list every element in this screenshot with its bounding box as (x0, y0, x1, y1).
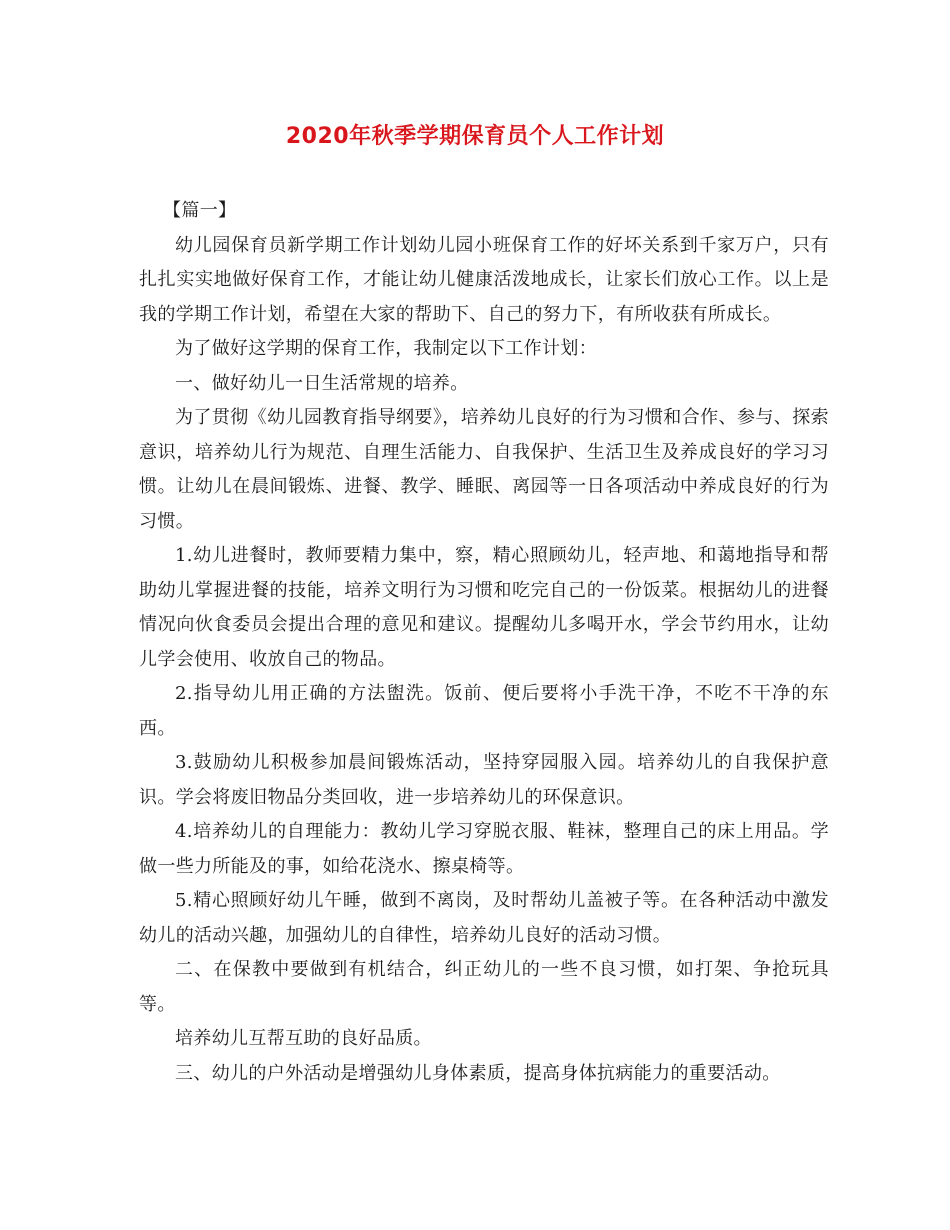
document-body (139, 194, 829, 1091)
paragraph: 1.幼儿进餐时，教师要精力集中，察，精心照顾幼儿，轻声地、和蔼地指导和帮助幼儿掌握进餐的技能，培养文明行为习惯和吃完自己的一份饭菜。根据幼儿的进餐情况向伙食委员会提出合理的意见和建议。提醒幼儿多喝开水，学会节约用水，让幼儿学会使用、收放自己的物品。 (139, 545, 829, 670)
paragraph: 培养幼儿互帮互助的良好品质。 (175, 1028, 432, 1049)
paragraph: 为了贯彻《幼儿园教育指导纲要》，培养幼儿良好的行为习惯和合作、参与、探索意识，培养幼儿行为规范、自理生活能力、自我保护、生活卫生及养成良好的学习习惯。让幼儿在晨间锻炼、进餐、教学、睡眠、离园等一日各项活动中养成良好的行为习惯。 (139, 407, 829, 532)
paragraph: 一、做好幼儿一日生活常规的培养。 (175, 372, 469, 394)
paragraph: 三、幼儿的户外活动是增强幼儿身体素质，提高身体抗病能力的重要活动。 (175, 1062, 781, 1084)
paragraph: 3.鼓励幼儿积极参加晨间锻炼活动，坚持穿园服入园。培养幼儿的自我保护意识。学会将废旧物品分类回收，进一步培养幼儿的环保意识。 (139, 752, 829, 808)
paragraph: 幼儿园保育员新学期工作计划幼儿园小班保育工作的好坏关系到千家万户，只有扎扎实实地做好保育工作，才能让幼儿健康活泼地成长，让家长们放心工作。以上是我的学期工作计划，希望在大家的帮助下、自己的努力下，有所收获有所成长。 (139, 234, 829, 325)
document-title: 2020年秋季学期保育员个人工作计划 (285, 124, 665, 149)
paragraph: 4.培养幼儿的自理能力：教幼儿学习穿脱衣服、鞋袜，整理自己的床上用品。学做一些力所能及的事，如给花浇水、擦桌椅等。 (139, 821, 829, 877)
paragraph: 二、在保教中要做到有机结合，纠正幼儿的一些不良习惯，如打架、争抢玩具等。 (139, 959, 829, 1015)
paragraph: 2.指导幼儿用正确的方法盥洗。饭前、便后要将小手洗干净，不吃不干净的东西。 (139, 683, 829, 739)
paragraph: 为了做好这学期的保育工作，我制定以下工作计划： (175, 338, 598, 359)
paragraph: 5.精心照顾好幼儿午睡，做到不离岗，及时帮幼儿盖被子等。在各种活动中激发幼儿的活动兴趣，加强幼儿的自律性，培养幼儿良好的活动习惯。 (139, 890, 829, 946)
section-heading: 【篇一】 (163, 200, 237, 221)
